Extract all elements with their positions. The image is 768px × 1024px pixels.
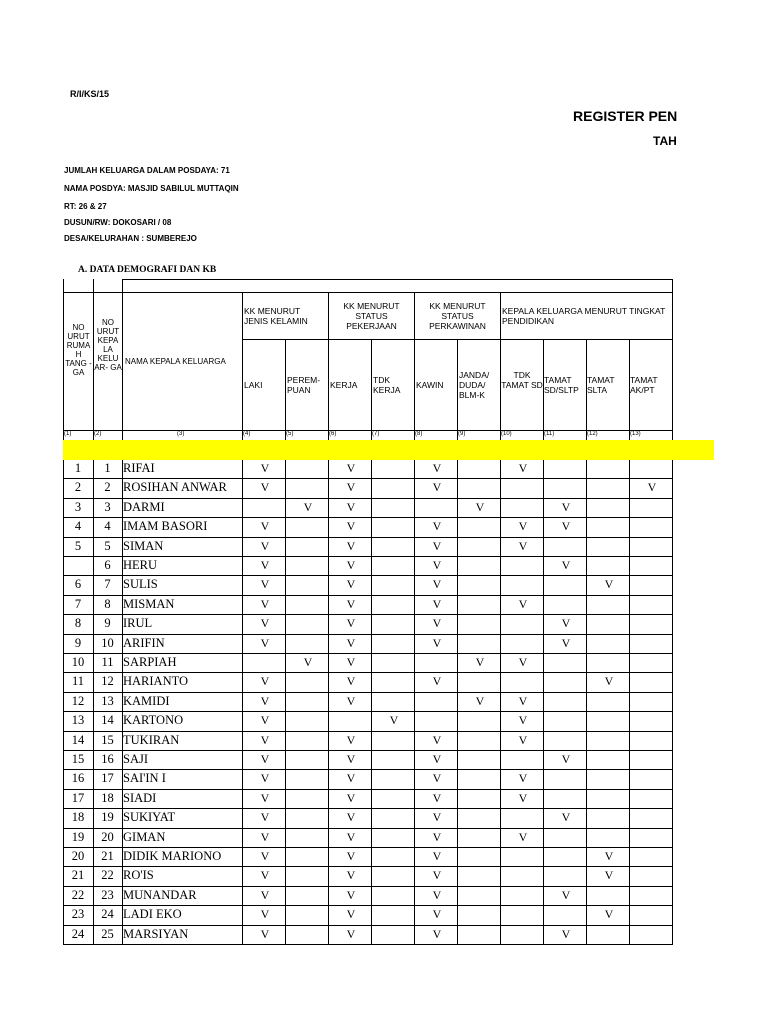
check-mark: V <box>346 907 356 921</box>
row-no-urut-kk: 12 <box>101 674 114 688</box>
row-no-urut-kk: 23 <box>101 888 114 902</box>
row-no-urut-kk: 2 <box>104 480 111 494</box>
table-row <box>0 769 768 788</box>
table-row <box>0 653 768 672</box>
check-mark: V <box>604 577 614 591</box>
check-mark: V <box>432 888 442 902</box>
check-mark: V <box>432 868 442 882</box>
row-nama-kk: ARIFIN <box>123 636 165 650</box>
row-no-urut-kk: 20 <box>101 830 114 844</box>
header-tamat-ak-pt: TAMAT AK/PT <box>630 375 658 395</box>
table-row <box>0 828 768 847</box>
check-mark: V <box>303 655 313 669</box>
header-nama-kk: NAMA KEPALA KELUARGA <box>125 357 226 366</box>
row-no-urut-rumah: 3 <box>74 500 82 514</box>
col-number: (11) <box>544 431 555 437</box>
check-mark: V <box>518 713 528 727</box>
row-no-urut-rumah: 24 <box>71 927 85 941</box>
check-mark: V <box>346 577 356 591</box>
check-mark: V <box>346 597 356 611</box>
check-mark: V <box>561 927 571 941</box>
row-no-urut-kk: 5 <box>104 539 111 553</box>
table-row <box>0 672 768 691</box>
check-mark: V <box>260 830 270 844</box>
info-dusun-rw: DUSUN/RW: DOKOSARI / 08 <box>64 218 172 227</box>
row-no-urut-rumah: 14 <box>71 733 85 747</box>
header-no-urut-kk: NO URUT KEPA LA KELU AR- GA <box>94 318 122 372</box>
check-mark: V <box>432 810 442 824</box>
check-mark: V <box>260 616 270 630</box>
check-mark: V <box>260 558 270 572</box>
check-mark: V <box>260 771 270 785</box>
check-mark: V <box>389 713 399 727</box>
row-no-urut-kk: 16 <box>101 752 114 766</box>
check-mark: V <box>432 461 442 475</box>
header-no-urut-rumah: NO URUT RUMA H TANG - GA <box>65 323 92 377</box>
table-row <box>0 866 768 885</box>
row-no-urut-rumah: 22 <box>71 888 85 902</box>
row-nama-kk: HARIANTO <box>123 674 189 688</box>
check-mark: V <box>561 636 571 650</box>
col-number: (8) <box>415 431 423 437</box>
check-mark: V <box>432 480 442 494</box>
table-row <box>0 498 768 517</box>
check-mark: V <box>518 791 528 805</box>
row-no-urut-kk: 21 <box>101 849 114 863</box>
check-mark: V <box>260 461 270 475</box>
row-no-urut-rumah: 1 <box>74 461 82 475</box>
check-mark: V <box>432 539 442 553</box>
col-number: (12) <box>587 431 598 437</box>
check-mark: V <box>303 500 313 514</box>
row-no-urut-rumah: 6 <box>74 577 82 591</box>
row-nama-kk: SARPIAH <box>123 655 177 669</box>
table-row <box>0 478 768 497</box>
header-grp-status-pekerjaan: KK MENURUT STATUS PEKERJAAN <box>343 301 400 331</box>
row-no-urut-kk: 18 <box>101 791 114 805</box>
check-mark: V <box>561 888 571 902</box>
check-mark: V <box>260 597 270 611</box>
row-no-urut-kk: 15 <box>101 733 114 747</box>
row-nama-kk: HERU <box>123 558 158 572</box>
row-nama-kk: TUKIRAN <box>123 733 180 747</box>
col-number: (9) <box>458 431 466 437</box>
row-no-urut-rumah: 18 <box>71 810 85 824</box>
col-number: (10) <box>501 431 512 437</box>
table-row <box>0 634 768 653</box>
info-nama-posdaya: NAMA POSDYA: MASJID SABILUL MUTTAQIN <box>64 184 239 193</box>
check-mark: V <box>346 694 356 708</box>
check-mark: V <box>346 480 356 494</box>
col-number: (2) <box>94 431 102 437</box>
check-mark: V <box>604 868 614 882</box>
row-no-urut-kk: 4 <box>104 519 111 533</box>
check-mark: V <box>346 655 356 669</box>
row-no-urut-rumah: 19 <box>71 830 85 844</box>
check-mark: V <box>346 519 356 533</box>
check-mark: V <box>518 694 528 708</box>
header-tamat-slta: TAMAT SLTA <box>587 375 615 395</box>
check-mark: V <box>432 519 442 533</box>
col-number: (6) <box>329 431 337 437</box>
check-mark: V <box>346 810 356 824</box>
row-no-urut-kk: 25 <box>101 927 114 941</box>
check-mark: V <box>518 461 528 475</box>
check-mark: V <box>432 752 442 766</box>
row-no-urut-kk: 1 <box>104 461 111 475</box>
check-mark: V <box>260 888 270 902</box>
check-mark: V <box>432 577 442 591</box>
check-mark: V <box>260 674 270 688</box>
header-perempuan: PEREM- PUAN <box>287 375 321 395</box>
check-mark: V <box>346 830 356 844</box>
row-nama-kk: SUKIYAT <box>123 810 176 824</box>
check-mark: V <box>561 616 571 630</box>
check-mark: V <box>260 519 270 533</box>
row-no-urut-kk: 17 <box>101 771 114 785</box>
check-mark: V <box>518 519 528 533</box>
table-row <box>0 750 768 769</box>
check-mark: V <box>604 849 614 863</box>
row-divider <box>63 944 672 945</box>
row-no-urut-rumah: 11 <box>71 674 85 688</box>
check-mark: V <box>432 771 442 785</box>
check-mark: V <box>604 907 614 921</box>
row-no-urut-kk: 6 <box>104 558 111 572</box>
row-no-urut-kk: 14 <box>101 713 114 727</box>
check-mark: V <box>432 849 442 863</box>
check-mark: V <box>346 927 356 941</box>
check-mark: V <box>260 539 270 553</box>
check-mark: V <box>647 480 657 494</box>
header-kawin: KAWIN <box>416 380 444 390</box>
check-mark: V <box>260 752 270 766</box>
row-nama-kk: SAJI <box>123 752 149 766</box>
check-mark: V <box>346 500 356 514</box>
table-row <box>0 731 768 750</box>
table-row <box>0 808 768 827</box>
row-nama-kk: LADI EKO <box>123 907 182 921</box>
check-mark: V <box>260 810 270 824</box>
check-mark: V <box>432 791 442 805</box>
check-mark: V <box>432 830 442 844</box>
row-nama-kk: MISMAN <box>123 597 175 611</box>
table-row <box>0 614 768 633</box>
section-title: A. DATA DEMOGRAFI DAN KB <box>78 265 217 275</box>
header-laki: LAKI <box>244 380 263 390</box>
row-nama-kk: SIADI <box>123 791 157 805</box>
check-mark: V <box>518 597 528 611</box>
header-grp-pendidikan: KEPALA KELUARGA MENURUT TINGKAT PENDIDIKAN <box>502 306 666 326</box>
check-mark: V <box>432 636 442 650</box>
check-mark: V <box>432 907 442 921</box>
row-nama-kk: SAI'IN I <box>123 771 166 785</box>
row-no-urut-rumah: 12 <box>71 694 85 708</box>
check-mark: V <box>260 907 270 921</box>
check-mark: V <box>518 830 528 844</box>
check-mark: V <box>260 713 270 727</box>
check-mark: V <box>346 771 356 785</box>
col-number: (1) <box>64 431 72 437</box>
row-nama-kk: KAMIDI <box>123 694 170 708</box>
header-kerja: KERJA <box>330 380 358 390</box>
row-no-urut-rumah: 7 <box>74 597 82 611</box>
row-no-urut-rumah: 4 <box>74 519 82 533</box>
row-nama-kk: IRUL <box>123 616 153 630</box>
table-row <box>0 692 768 711</box>
table-row <box>0 905 768 924</box>
check-mark: V <box>346 888 356 902</box>
check-mark: V <box>518 733 528 747</box>
row-nama-kk: ROSIHAN ANWAR <box>123 480 227 494</box>
page-title: REGISTER PEN <box>573 108 678 124</box>
check-mark: V <box>432 927 442 941</box>
table-row <box>0 575 768 594</box>
check-mark: V <box>260 733 270 747</box>
col-number: (4) <box>243 431 251 437</box>
table-row <box>0 886 768 905</box>
check-mark: V <box>346 461 356 475</box>
table-row <box>0 847 768 866</box>
row-no-urut-rumah: 10 <box>71 655 85 669</box>
check-mark: V <box>260 694 270 708</box>
page-subtitle: TAH <box>653 134 677 148</box>
table-row <box>0 517 768 536</box>
row-no-urut-rumah: 15 <box>71 752 85 766</box>
info-jumlah-keluarga: JUMLAH KELUARGA DALAM POSDAYA: 71 <box>64 166 230 175</box>
row-no-urut-kk: 8 <box>104 597 111 611</box>
row-no-urut-kk: 11 <box>101 655 114 669</box>
check-mark: V <box>346 791 356 805</box>
table-row <box>0 537 768 556</box>
highlight-band <box>63 440 714 460</box>
check-mark: V <box>518 655 528 669</box>
check-mark: V <box>518 771 528 785</box>
check-mark: V <box>346 616 356 630</box>
row-no-urut-kk: 9 <box>104 616 111 630</box>
check-mark: V <box>346 636 356 650</box>
header-grp-jenis-kelamin: KK MENURUT JENIS KELAMIN <box>244 306 308 326</box>
check-mark: V <box>561 519 571 533</box>
row-no-urut-rumah: 23 <box>71 907 85 921</box>
table-row <box>0 711 768 730</box>
check-mark: V <box>432 597 442 611</box>
row-nama-kk: MUNANDAR <box>123 888 197 902</box>
row-no-urut-rumah: 13 <box>71 713 85 727</box>
info-rt: RT: 26 & 27 <box>64 202 107 211</box>
check-mark: V <box>346 674 356 688</box>
table-row <box>0 789 768 808</box>
row-no-urut-rumah: 16 <box>71 771 85 785</box>
row-nama-kk: RO'IS <box>123 868 154 882</box>
check-mark: V <box>346 539 356 553</box>
form-code: R/I/KS/15 <box>70 89 110 99</box>
check-mark: V <box>346 752 356 766</box>
row-nama-kk: GIMAN <box>123 830 166 844</box>
row-nama-kk: IMAM BASORI <box>123 519 208 533</box>
check-mark: V <box>561 558 571 572</box>
check-mark: V <box>260 849 270 863</box>
row-no-urut-rumah: 5 <box>74 539 82 553</box>
check-mark: V <box>518 539 528 553</box>
table-row <box>0 925 768 944</box>
row-no-urut-kk: 24 <box>101 907 114 921</box>
check-mark: V <box>561 810 571 824</box>
check-mark: V <box>260 927 270 941</box>
check-mark: V <box>432 558 442 572</box>
header-janda-duda: JANDA/ DUDA/ BLM-K <box>459 370 490 400</box>
check-mark: V <box>260 480 270 494</box>
row-no-urut-kk: 3 <box>104 500 111 514</box>
check-mark: V <box>561 752 571 766</box>
row-nama-kk: SIMAN <box>123 539 164 553</box>
row-no-urut-rumah: 20 <box>71 849 85 863</box>
check-mark: V <box>475 694 485 708</box>
table-row <box>0 595 768 614</box>
row-nama-kk: KARTONO <box>123 713 184 727</box>
row-nama-kk: DARMI <box>123 500 165 514</box>
col-number: (3) <box>177 431 185 437</box>
check-mark: V <box>432 674 442 688</box>
row-no-urut-kk: 7 <box>104 577 111 591</box>
check-mark: V <box>260 636 270 650</box>
check-mark: V <box>561 500 571 514</box>
col-number: (5) <box>286 431 294 437</box>
col-number: (13) <box>630 431 641 437</box>
check-mark: V <box>432 616 442 630</box>
check-mark: V <box>475 655 485 669</box>
check-mark: V <box>260 868 270 882</box>
col-number: (7) <box>372 431 380 437</box>
check-mark: V <box>260 577 270 591</box>
header-grp-status-perkawinan: KK MENURUT STATUS PERKAWINAN <box>429 301 486 331</box>
check-mark: V <box>260 791 270 805</box>
row-no-urut-rumah: 2 <box>74 480 82 494</box>
info-desa-kelurahan: DESA/KELURAHAN : SUMBEREJO <box>64 234 197 243</box>
check-mark: V <box>346 868 356 882</box>
table-row <box>0 556 768 575</box>
header-tdk-tamat-sd: TDK TAMAT SD <box>501 370 543 390</box>
check-mark: V <box>475 500 485 514</box>
row-nama-kk: DIDIK MARIONO <box>123 849 222 863</box>
row-nama-kk: SULIS <box>123 577 158 591</box>
row-no-urut-kk: 22 <box>101 868 114 882</box>
check-mark: V <box>346 849 356 863</box>
check-mark: V <box>604 674 614 688</box>
table-row <box>0 459 768 478</box>
row-no-urut-rumah: 21 <box>71 868 85 882</box>
row-no-urut-kk: 10 <box>101 636 114 650</box>
row-nama-kk: MARSIYAN <box>123 927 189 941</box>
row-nama-kk: RIFAI <box>123 461 155 475</box>
row-no-urut-kk: 19 <box>101 810 114 824</box>
header-tdk-kerja: TDK KERJA <box>373 375 401 395</box>
check-mark: V <box>432 733 442 747</box>
row-no-urut-kk: 13 <box>101 694 114 708</box>
row-no-urut-rumah: 9 <box>74 636 82 650</box>
row-no-urut-rumah: 17 <box>71 791 85 805</box>
header-tamat-sd-sltp: TAMAT SD/SLTP <box>544 375 579 395</box>
check-mark: V <box>346 733 356 747</box>
check-mark: V <box>346 558 356 572</box>
row-no-urut-rumah: 8 <box>74 616 82 630</box>
